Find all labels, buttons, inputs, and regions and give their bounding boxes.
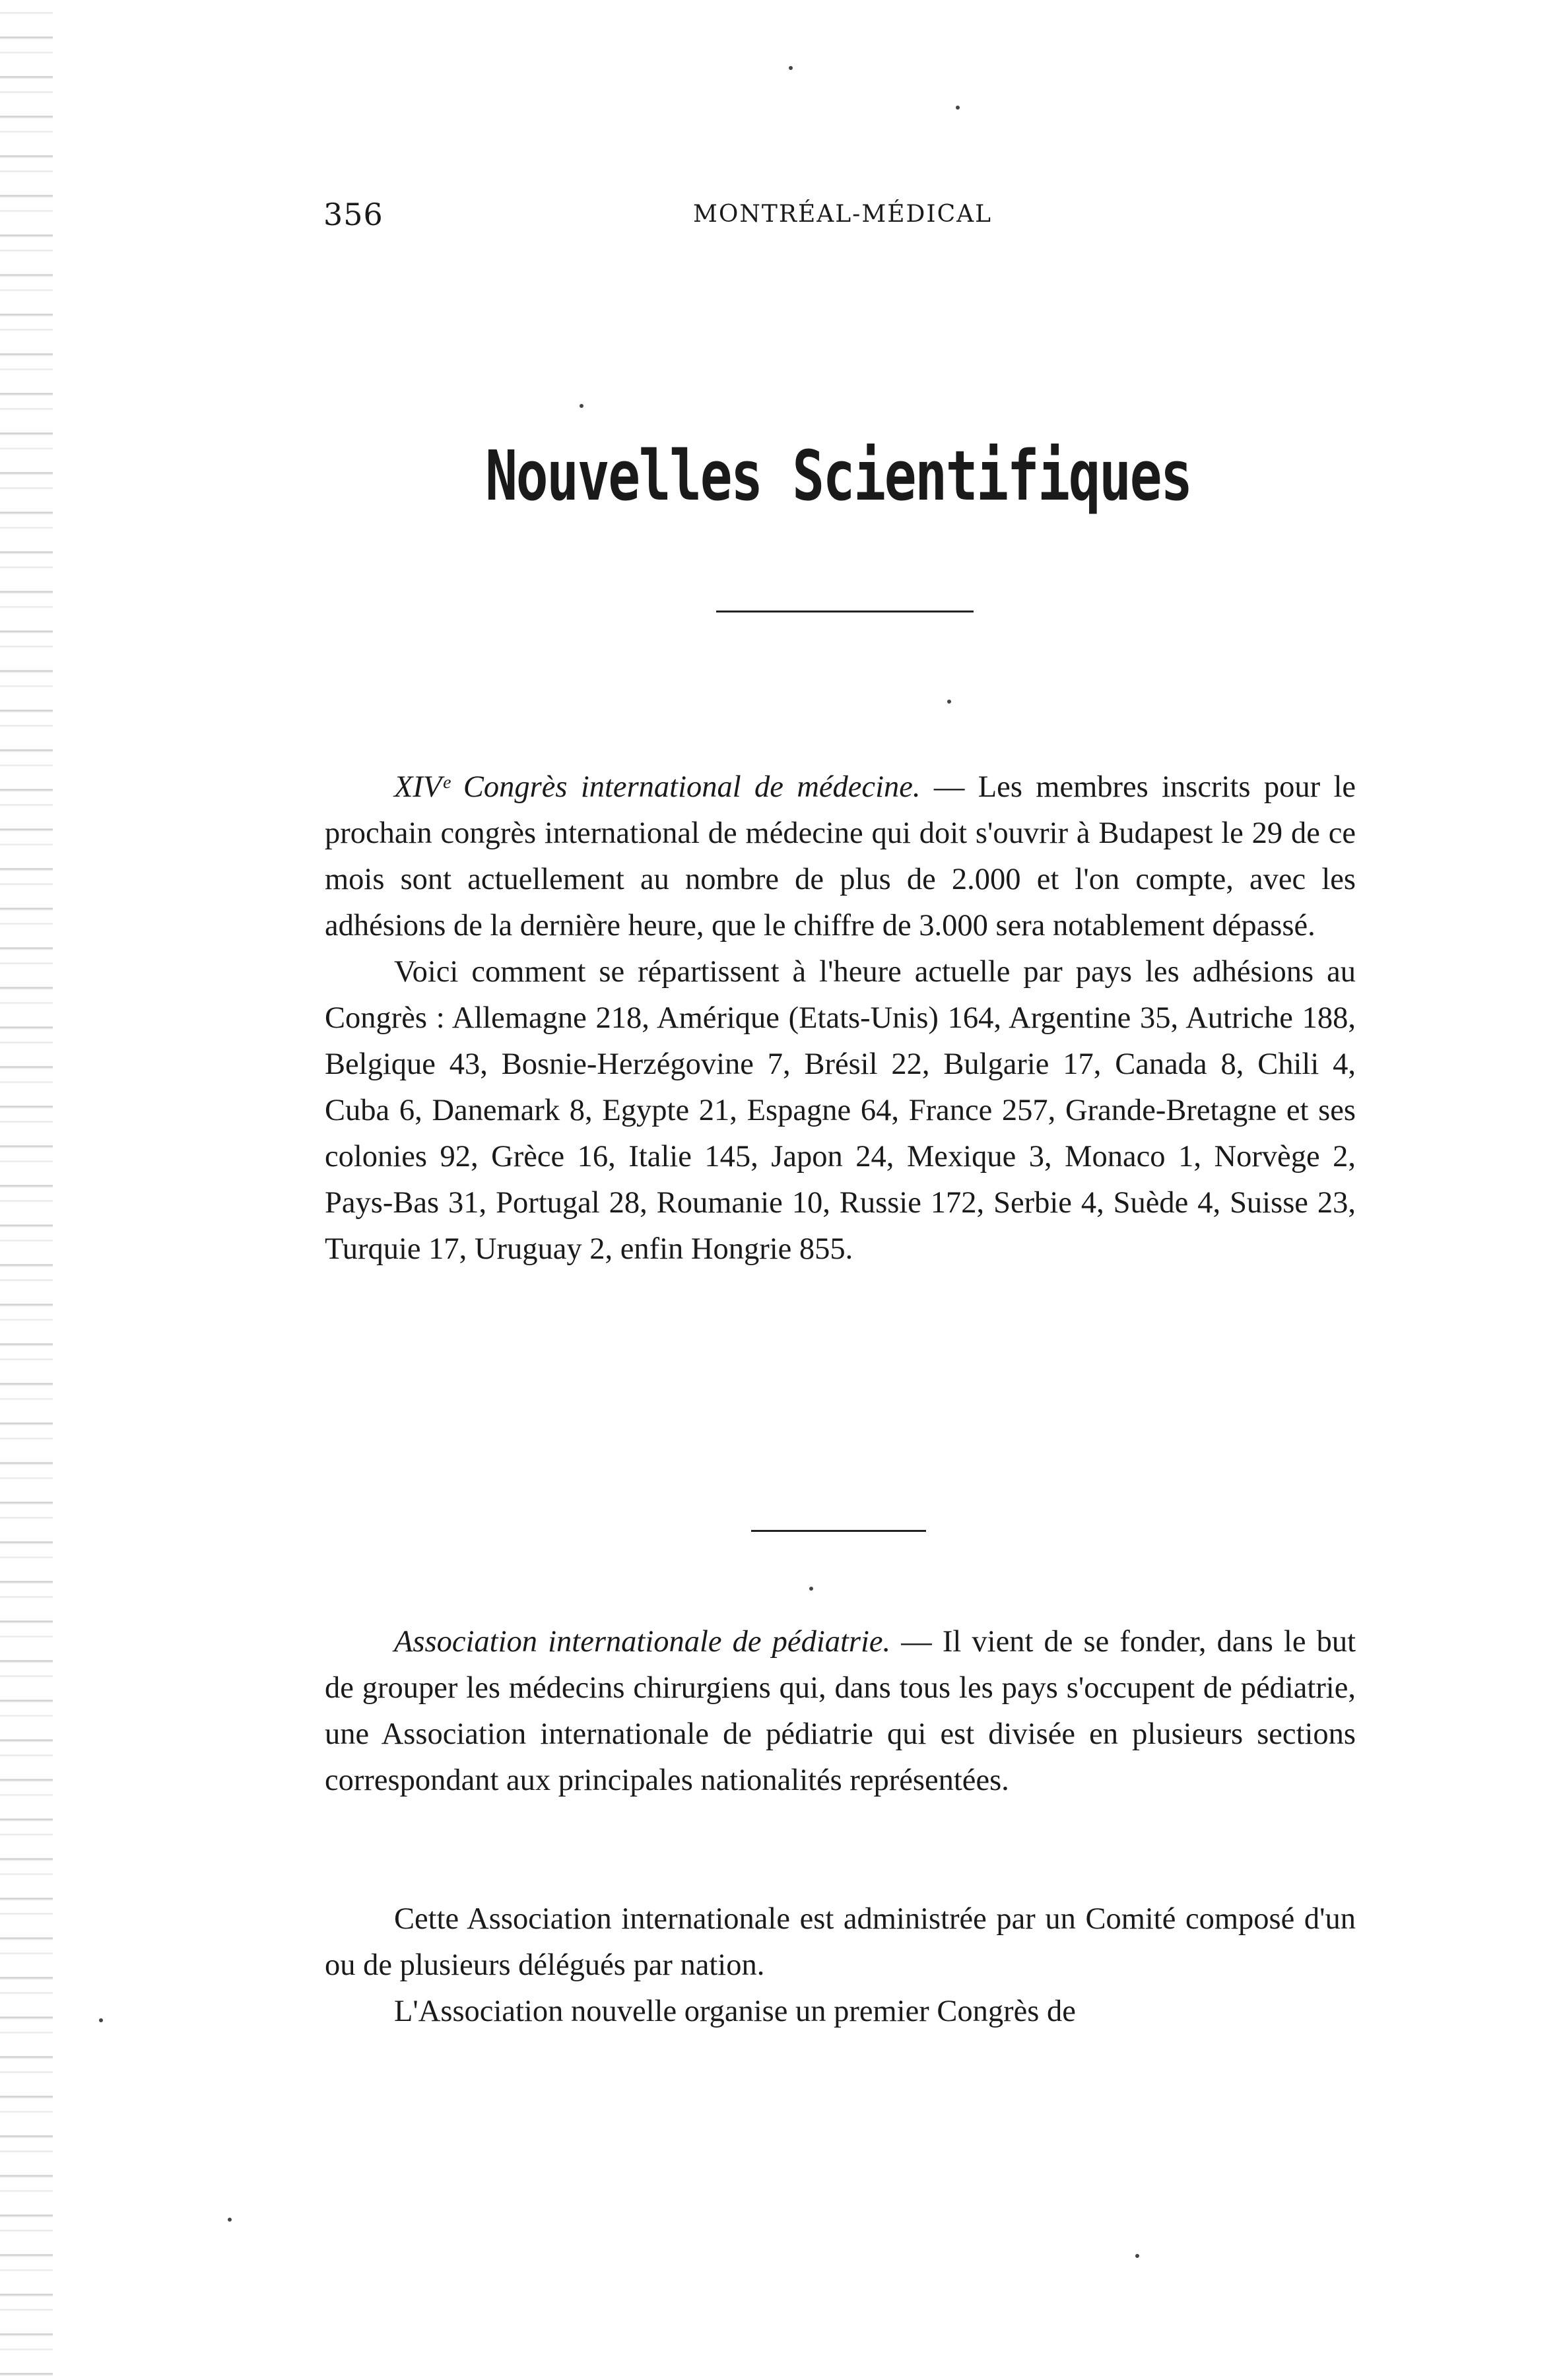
binding-edge-scan-artifact [0,0,53,2380]
scan-speck [809,1587,813,1591]
article-paragraph [325,764,1356,949]
article-paragraph [325,1619,1356,1804]
scan-speck [947,700,951,704]
scan-speck [580,404,583,408]
article-text: — Les membres inscrits pour le prochain congrès international de médecine qui doit s'ouvrir à Budapest le 29 de ce mois sont actuellement au nombre de plus de 2.000 et l'on compte, avec les adhésions de la dernière heure, que le chiffre de 3.000 sera notablement dépassé. [325,770,1356,942]
article-divider [751,1530,926,1532]
journal-title: MONTRÉAL-MÉDICAL [693,201,993,228]
section-divider [716,611,974,612]
scan-speck [99,2018,103,2022]
page-number: 356 [323,197,383,232]
article-association-pediatrie-continued [325,1896,1356,2035]
scan-speck [789,66,793,70]
article-title: Association internationale de pédiatrie. [394,1625,891,1659]
scan-speck [1135,2254,1139,2258]
running-head [323,197,1353,236]
article-paragraph: L'Association nouvelle organise un premier Congrès de [394,1995,1076,2028]
article-text: — Il vient de se fonder, dans le but de grouper les médecins chirurgiens qui, dans tous les pays s'occupent de pédiatrie, une Association internationale de pédiatrie qui est divisée en plusieurs sections correspondant aux principales nationalités représentées. [325,1625,1356,1797]
article-association-pediatrie [325,1619,1356,1804]
article-paragraph: Voici comment se répartissent à l'heure actuelle par pays les adhésions au Congrès : Allemagne 218, Amérique (Etats-Unis) 164, Argentine 35, Autriche 188, Belgique 43, Bosnie-Herzégovine 7, Brésil 22, Bulgarie 17, Canada 8, Chili 4, Cuba 6, Danemark 8, Egypte 21, Espagne 64, France 257, Grande-Bretagne et ses colonies 92, Grèce 16, Italie 145, Japon 24, Mexique 3, Monaco 1, Norvège 2, Pays-Bas 31, Portugal 28, Roumanie 10, Russie 172, Serbie 4, Suède 4, Suisse 23, Turquie 17, Uruguay 2, enfin Hongrie 855. [325,955,1356,1266]
article-congres-medecine [325,764,1356,1273]
scan-speck [228,2218,232,2222]
scan-speck [956,106,960,110]
article-paragraph: Cette Association internationale est administrée par un Comité composé d'un ou de plusieurs délégués par nation. [325,1902,1356,1982]
article-title: XIVᵉ Congrès international de médecine. [394,770,921,804]
section-title: Nouvelles Scientifiques [485,436,1191,516]
